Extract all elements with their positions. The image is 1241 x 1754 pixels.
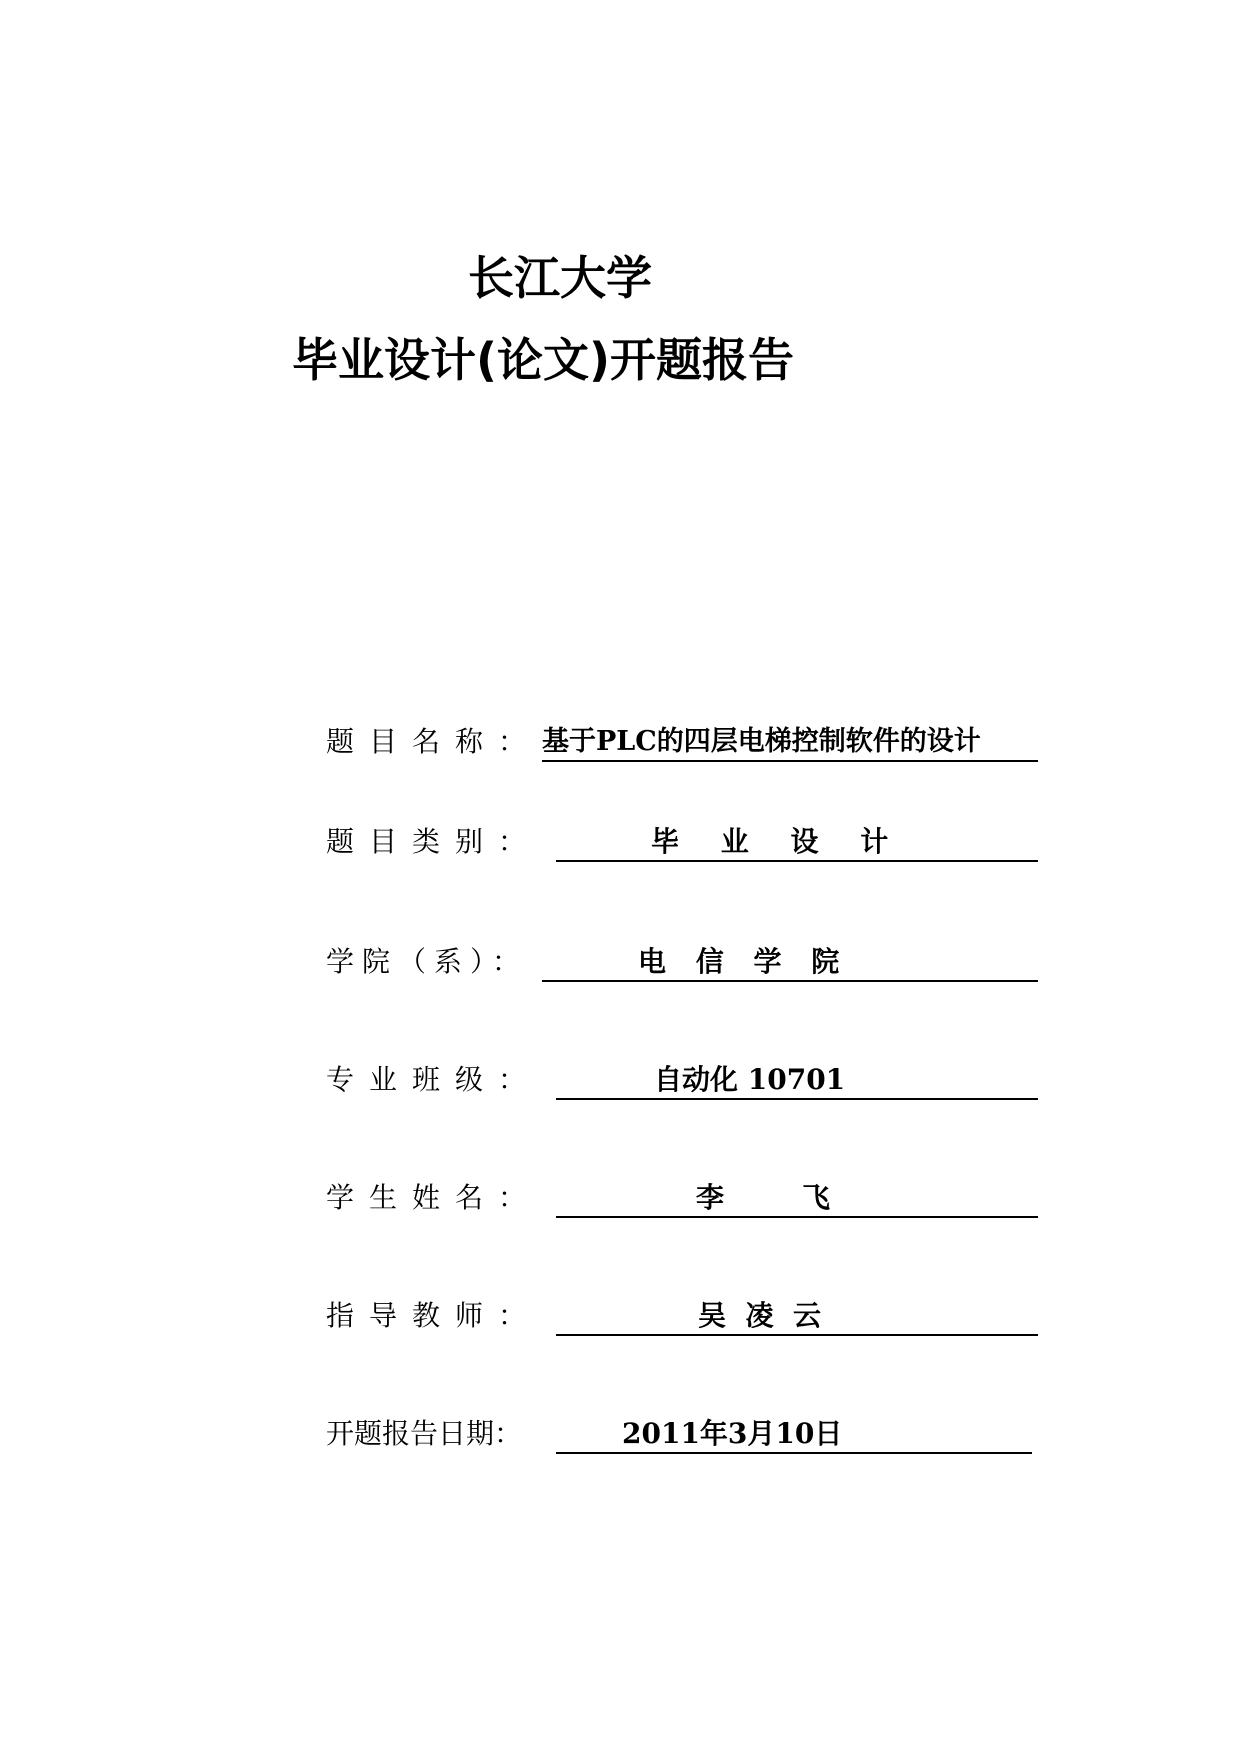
field-category	[326, 820, 1046, 866]
date-value: 2011年3月10日	[622, 1417, 843, 1450]
category-label: 题目类别：	[326, 825, 542, 858]
topic-value: 基于PLC的四层电梯控制软件的设计	[542, 726, 981, 757]
field-major-class	[326, 1058, 1046, 1104]
date-label: 开题报告日期：	[326, 1417, 523, 1450]
category-value: 毕 业 设 计	[651, 825, 905, 858]
school-value: 电 信 学 院	[638, 945, 850, 978]
field-student	[326, 1176, 1046, 1222]
student-underline	[556, 1216, 1038, 1218]
major-class-value: 自动化 10701	[654, 1063, 846, 1096]
field-school	[326, 940, 1046, 986]
major-class-label: 专业班级：	[326, 1063, 542, 1096]
school-underline	[542, 980, 1038, 982]
topic-label: 题目名称：	[326, 725, 542, 758]
student-label: 学生姓名：	[326, 1181, 542, 1214]
advisor-underline	[556, 1334, 1038, 1336]
student-value: 李 飞	[696, 1181, 830, 1214]
advisor-value: 吴 凌 云	[698, 1299, 821, 1332]
advisor-label: 指导教师：	[326, 1299, 542, 1332]
field-topic	[326, 720, 1046, 766]
report-title: 毕业设计(论文)开题报告	[292, 333, 795, 387]
date-underline	[556, 1452, 1032, 1454]
category-underline	[556, 860, 1038, 862]
field-advisor	[326, 1294, 1046, 1340]
topic-underline	[542, 760, 1038, 762]
university-title: 长江大学	[468, 251, 652, 305]
field-date	[326, 1412, 1046, 1458]
school-label: 学院（系）：	[326, 945, 529, 978]
major-class-underline	[556, 1098, 1038, 1100]
